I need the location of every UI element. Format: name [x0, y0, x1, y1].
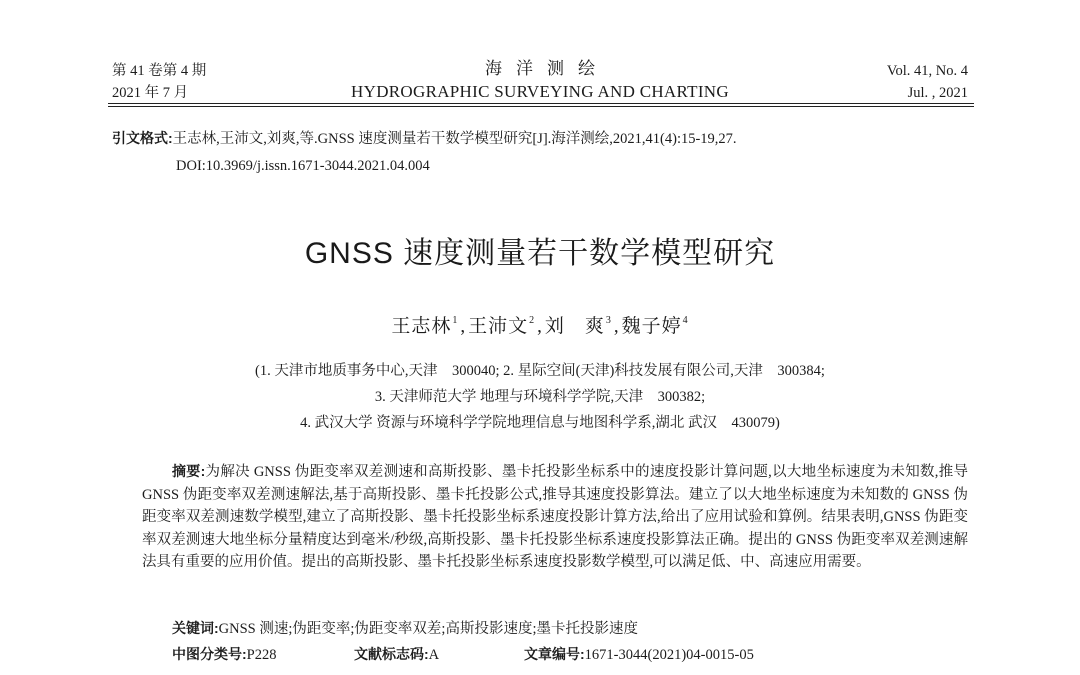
keywords-text: GNSS 测速;伪距变率;伪距变率双差;高斯投影速度;墨卡托投影速度 — [218, 621, 638, 637]
abstract — [142, 460, 968, 574]
affiliation-line: 4. 武汉大学 资源与环境科学学院地理信息与地图科学系,湖北 武汉 430079) — [300, 415, 780, 431]
author-separator: , — [613, 316, 620, 337]
article-number-value: 1671-3044(2021)04-0015-05 — [584, 647, 754, 663]
citation-line — [112, 125, 737, 153]
abstract-text: 为解决 GNSS 伪距变率双差测速和高斯投影、墨卡托投影坐标系中的速度投影计算问题,以大地坐标速度为未知数,推导 GNSS 伪距变率双差测速解法,基于高斯投影、墨卡托投影公式,推导其速度投影算法。建立了以大地坐标速度为未知数的 GNSS 伪距变率双差测速数学模型,建立了高斯投影、墨卡托投影坐标系速度投影计算方法,给出了应用试验和算例。结果表明,GNSS 伪距变率双差测速大地坐标分量精度达到毫米/秒级,高斯投影、墨卡托投影坐标系速度投影算法正确。提出的 GNSS 伪距变率双差测速解法具有重要的应用价值。提出的高斯投影、墨卡托投影坐标系速度投影数学模型,可以满足低、中、高速应用需要。 — [142, 464, 968, 571]
author-affiliation-mark: 4 — [682, 315, 689, 326]
author-affiliation-mark: 2 — [529, 315, 536, 326]
keywords-label: 关键词: — [172, 620, 219, 636]
document-code-value: A — [428, 647, 440, 663]
affiliation-line: 3. 天津师范大学 地理与环境科学学院,天津 300382; — [374, 389, 706, 405]
citation-block — [112, 125, 737, 180]
author-name: 刘 爽 — [544, 316, 605, 337]
issue-date: 2021 年 7 月 — [112, 85, 189, 101]
author-separator: , — [537, 316, 543, 337]
author-list — [0, 311, 1080, 338]
author-name: 魏子婷 — [621, 316, 682, 337]
citation-text: 王志林,王沛文,刘爽,等.GNSS 速度测量若干数学模型研究[J].海洋测绘,2021,41(4):15-19,27. — [172, 131, 737, 147]
affiliations — [0, 358, 1080, 436]
article-number-label: 文章编号: — [524, 646, 585, 662]
issue-date-en: Jul. , 2021 — [907, 85, 968, 101]
author-name: 王沛文 — [468, 316, 529, 337]
author-affiliation-mark: 1 — [452, 315, 459, 326]
keywords — [172, 617, 638, 640]
header-rule-top — [108, 103, 974, 104]
article-number — [524, 643, 754, 666]
affiliation-line: (1. 天津市地质事务中心,天津 300040; 2. 星际空间(天津)科技发展有限公司,天津 300384; — [255, 363, 825, 379]
author-separator: , — [460, 316, 467, 337]
author-name: 王志林 — [391, 316, 452, 337]
document-code-label: 文献标志码: — [354, 646, 429, 662]
journal-name-en: HYDROGRAPHIC SURVEYING AND CHARTING — [351, 82, 729, 101]
author-affiliation-mark: 3 — [605, 315, 612, 326]
volume-issue: 第 41 卷第 4 期 — [112, 63, 207, 79]
issue-info-en — [887, 60, 968, 104]
clc-label: 中图分类号: — [172, 646, 247, 662]
clc-value: P228 — [246, 647, 277, 663]
doi[interactable]: DOI:10.3969/j.issn.1671-3044.2021.04.004 — [176, 158, 430, 174]
paper-title: GNSS 速度测量若干数学模型研究 — [304, 237, 776, 270]
document-code — [354, 643, 439, 666]
clc-number — [172, 643, 277, 666]
volume-issue-en: Vol. 41, No. 4 — [886, 63, 968, 79]
header-rule-bottom — [108, 106, 974, 107]
journal-name-cn: 海洋测绘 — [485, 59, 609, 78]
citation-label: 引文格式: — [112, 130, 173, 146]
abstract-label: 摘要: — [172, 463, 206, 479]
